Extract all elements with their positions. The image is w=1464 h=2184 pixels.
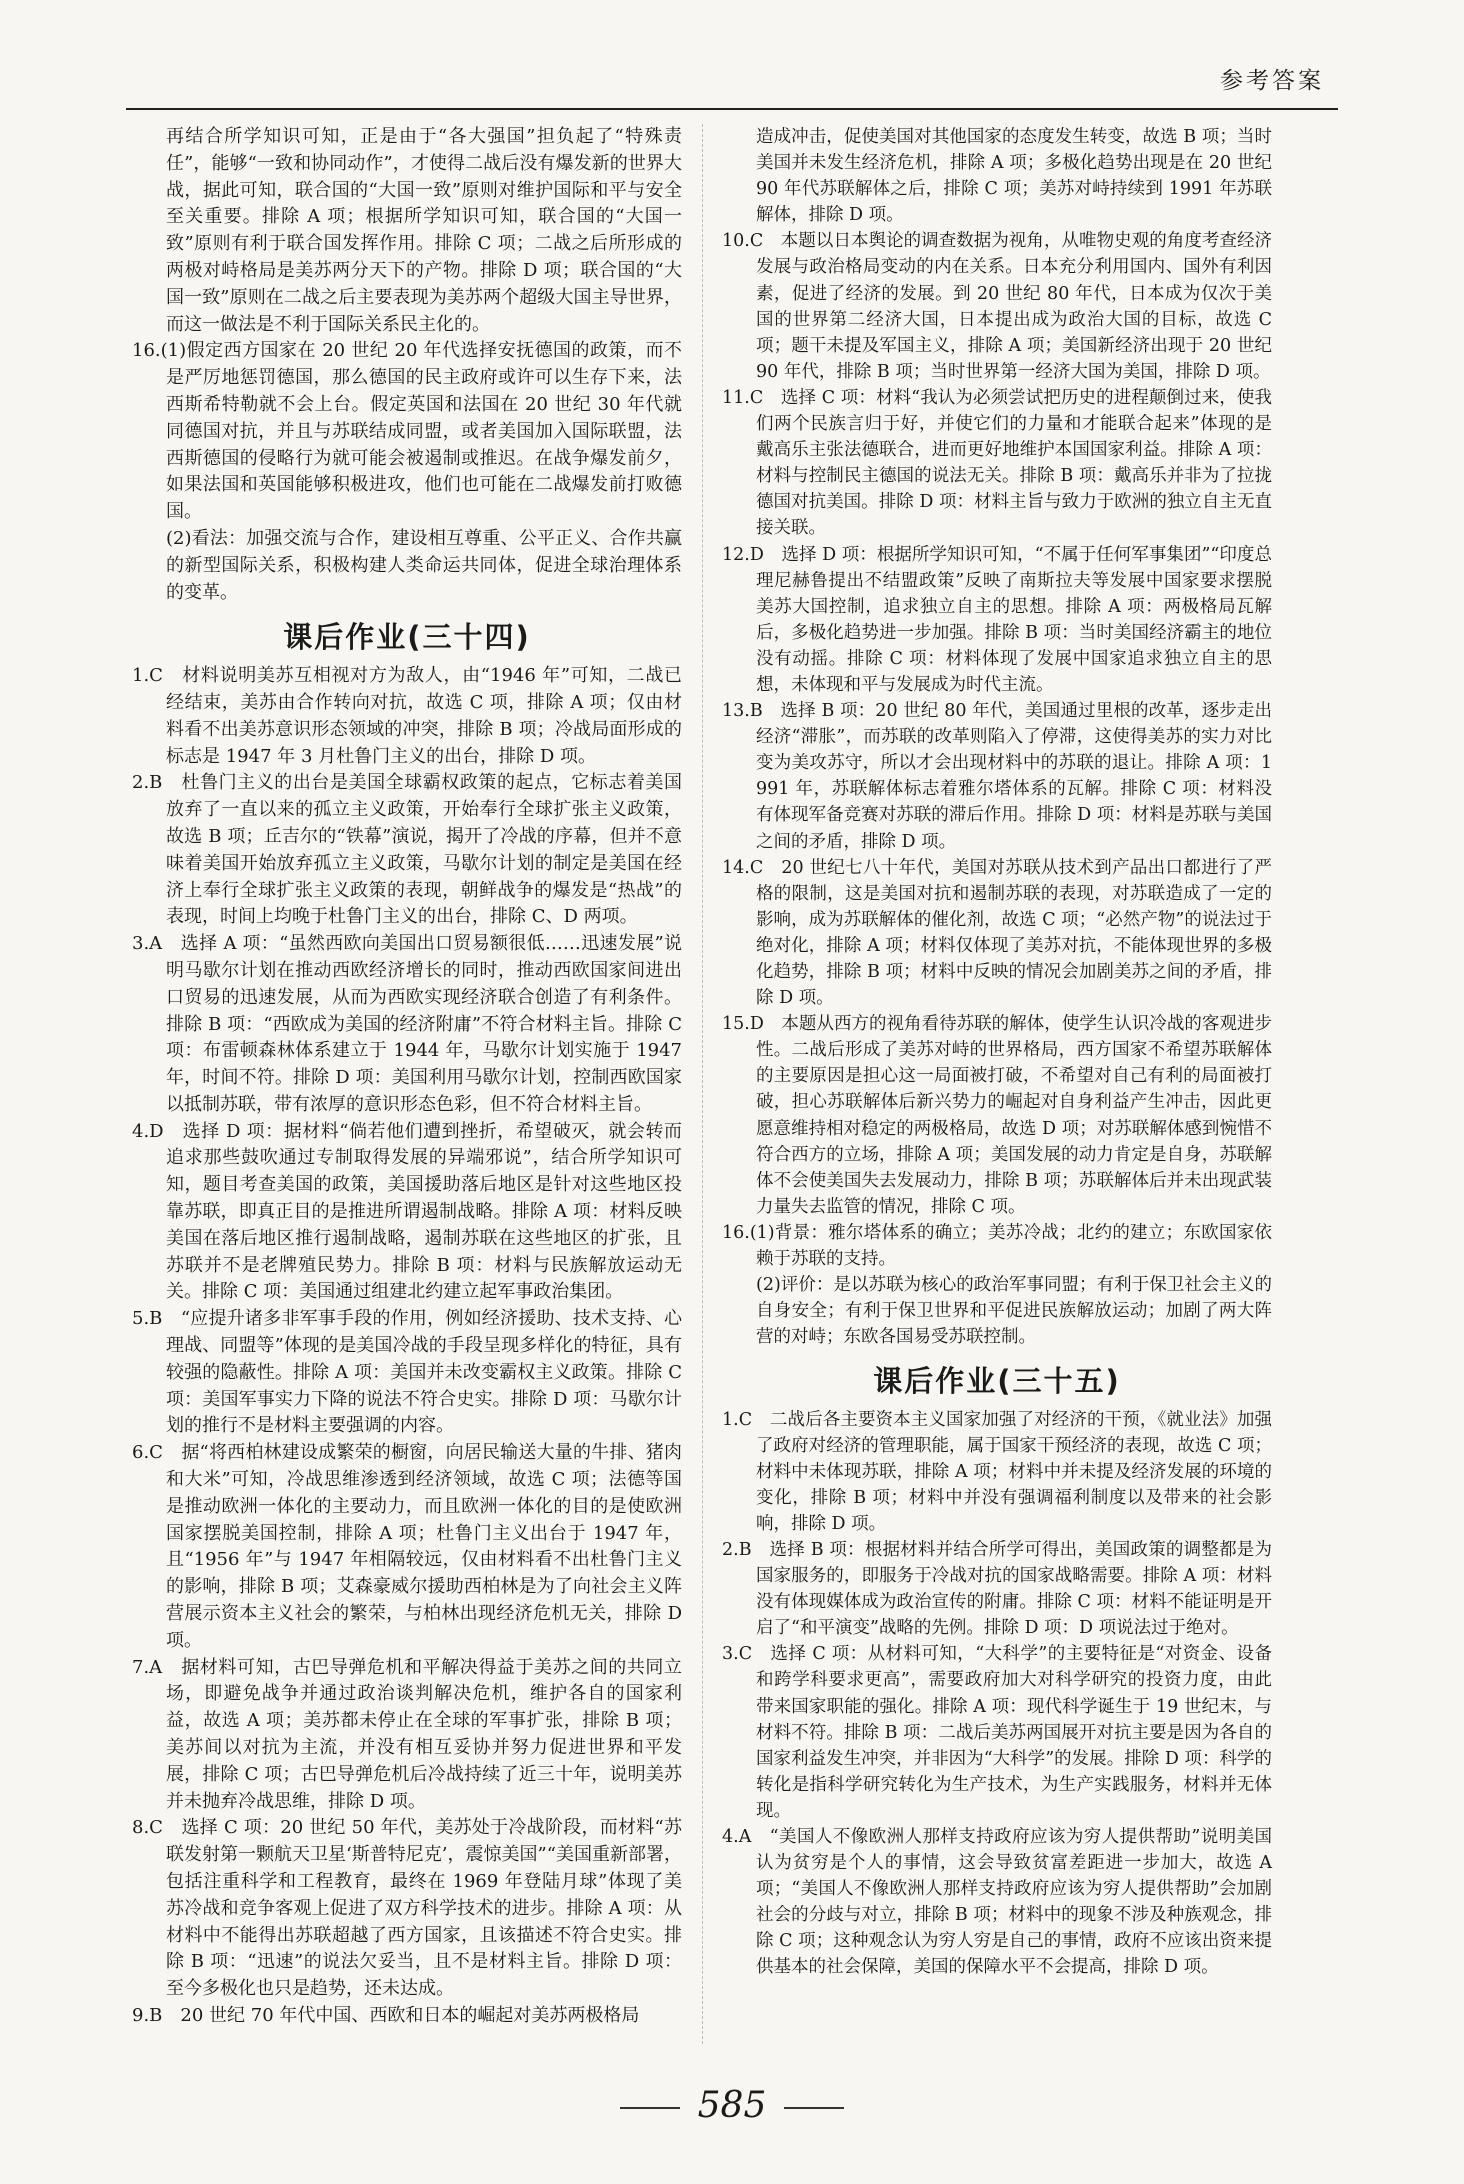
q16-part1: 16.(1)假定西方国家在 20 世纪 20 年代选择安抚德国的政策，而不是严厉地惩罚德国，那么德国的民主政府或许可以生存下来，法西斯希特勒就不会上台。假定英国和法国在 20 世纪 30 年代就同德国对抗，并且与苏联结成同盟，或者美国加入国际联盟，法西斯德国的侵略行为就可能会被遏制或推迟。在战争爆发前夕，如果法国和英国能够积极进攻，他们也可能在二战爆发前打败德国。 — [132, 340, 682, 523]
left-column — [132, 124, 682, 2030]
answer-item: 6.C 据“将西柏林建设成繁荣的橱窗，向居民输送大量的牛排、猪肉和大米”可知，冷战思维渗透到经济领域，故选 C 项；法德等国是推动欧洲一体化的主要动力，而且欧洲一体化的目的是使欧洲国家摆脱美国控制，排除 A 项；杜鲁门主义出台于 1947 年，且“1956 年”与 1947 年相隔较远，仅由材料看不出杜鲁门主义的影响，排除 B 项；艾森豪威尔援助西柏林是为了向社会主义阵营展示资本主义社会的繁荣，与柏林出现经济危机无关，排除 D 项。 — [132, 1442, 682, 1651]
answer-item: 1.C 材料说明美苏互相视对方为敌人，由“1946 年”可知，二战已经结束，美苏由合作转向对抗，故选 C 项，排除 A 项；仅由材料看不出美苏意识形态领域的冲突，排除 B 项；冷战局面形成的标志是 1947 年 3 月杜鲁门主义的出台，排除 D 项。 — [132, 665, 682, 767]
answer-item: 2.B 选择 B 项：根据材料并结合所学可得出，美国政策的调整都是为国家服务的，即服务于冷战对抗的国家战略需要。排除 A 项：材料没有体现媒体成为政治宣传的附庸。排除 C 项：材料不能证明是开启了“和平演变”战略的先例。排除 D 项：D 项说法过于绝对。 — [722, 1539, 1272, 1639]
answer-item: 16.(1)背景：雅尔塔体系的确立；美苏冷战；北约的建立；东欧国家依赖于苏联的支持。 — [722, 1222, 1272, 1270]
answer-item-continued: 造成冲击，促使美国对其他国家的态度发生转变，故选 B 项；当时美国并未发生经济危机，排除 A 项；多极化趋势出现是在 20 世纪 90 年代苏联解体之后，排除 C 项；美苏对峙持续到 1991 年苏联解体，排除 D 项。 — [756, 127, 1272, 226]
section-title-34: 课后作业(三十四) — [283, 620, 531, 655]
answer-item: 4.D 选择 D 项：据材料“倘若他们遭到挫折，希望破灭，就会转而追求那些鼓吹通过专制取得发展的异端邪说”，结合所学知识可知，题目考查美国的政策，美国援助落后地区是针对这些地区投靠苏联，即真正目的是推进所谓遏制战略。排除 A 项：材料反映美国在落后地区推行遏制战略，遏制苏联在这些地区的扩张，且苏联并不是老牌殖民势力。排除 B 项：材料与民族解放运动无关。排除 C 项：美国通过组建北约建立起军事政治集团。 — [132, 1120, 682, 1303]
answer-item: 1.C 二战后各主要资本主义国家加强了对经济的干预，《就业法》加强了政府对经济的管理职能，属于国家干预经济的表现，故选 C 项；材料中未体现苏联，排除 A 项；材料中并未提及经济发展的环境的变化，排除 B 项；材料中并没有强调福利制度以及带来的社会影响，排除 D 项。 — [722, 1409, 1272, 1534]
q16-part2-right: (2)评价：是以苏联为核心的政治军事同盟；有利于保卫社会主义的自身安全；有利于保卫世界和平促进民族解放运动；加剧了两大阵营的对峙；东欧各国易受苏联控制。 — [756, 1275, 1272, 1348]
answer-item: 15.D 本题从西方的视角看待苏联的解体，使学生认识冷战的客观进步性。二战后形成了美苏对峙的世界格局，西方国家不希望苏联解体的主要原因是担心这一局面被打破，不希望对自己有利的局面被打破，担心苏联解体后新兴势力的崛起对自身利益产生冲击，因此更愿意维持相对稳定的两极格局，故选 D 项；对苏联解体感到惋惜不符合西方的立场，排除 A 项；美国发展的动力肯定是自身，苏联解体不会使美国失去发展动力，排除 B 项；苏联解体后并未出现武装力量失去监管的情况，排除 C 项。 — [722, 1014, 1272, 1217]
answer-item: 9.B 20 世纪 70 年代中国、西欧和日本的崛起对美苏两极格局 — [132, 2004, 640, 2026]
column-divider — [702, 124, 703, 2044]
answer-item: 12.D 选择 D 项：根据所学知识可知，“不属于任何军事集团”“印度总理尼赫鲁提出不结盟政策”反映了南斯拉夫等发展中国家要求摆脱美苏大国控制，追求独立自主的思想。排除 A 项：两极格局瓦解后，多极化趋势进一步加强。排除 B 项：当时美国经济霸主的地位没有动摇。排除 C 项：材料体现了发展中国家追求独立自主的思想，未体现和平与发展成为时代主流。 — [722, 544, 1272, 695]
intro-paragraph: 再结合所学知识可知，正是由于“各大强国”担负起了“特殊责任”，能够“一致和协同动作”，才使得二战后没有爆发新的世界大战，据此可知，联合国的“大国一致”原则对维护国际和平与安全至关重要。排除 A 项；根据所学知识可知，联合国的“大国一致”原则有利于联合国发挥作用。排除 C 项；二战之后所形成的两极对峙格局是美苏两分天下的产物。排除 D 项；联合国的“大国一致”原则在二战之后主要表现为美苏两个超级大国主导世界，而这一做法是不利于国际关系民主化的。 — [166, 126, 682, 335]
answer-item: 13.B 选择 B 项：20 世纪 80 年代，美国通过里根的改革，逐步走出经济“滞胀”，而苏联的改革则陷入了停滞，这使得美苏的实力对比变为美攻苏守，所以才会出现材料中的苏联的退让。排除 A 项：1991 年，苏联解体标志着雅尔塔体系的瓦解。排除 C 项：材料没有体现军备竞赛对苏联的滞后作用。排除 D 项：材料是苏联与美国之间的矛盾，排除 D 项。 — [722, 701, 1272, 852]
answer-item: 5.B “应提升诸多非军事手段的作用，例如经济援助、技术支持、心理战、同盟等”体现的是美国冷战的手段呈现多样化的特征，具有较强的隐蔽性。排除 A 项：美国并未改变霸权主义政策。排除 C 项：美国军事实力下降的说法不符合史实。排除 D 项：马歇尔计划的推行不是材料主要强调的内容。 — [132, 1308, 682, 1437]
answer-item: 7.A 据材料可知，古巴导弹危机和平解决得益于美苏之间的共同立场，即避免战争并通过政治谈判解决危机，维护各自的国家利益，故选 A 项；美苏都未停止在全球的军事扩张，排除 B 项；美苏间以对抗为主流，并没有相互妥协并努力促进世界和平发展，排除 C 项；古巴导弹危机后冷战持续了近三十年，说明美苏并未抛弃冷战思维，排除 D 项。 — [132, 1656, 682, 1812]
header-rule — [126, 108, 1338, 110]
answer-item: 2.B 杜鲁门主义的出台是美国全球霸权政策的起点，它标志着美国放弃了一直以来的孤立主义政策，开始奉行全球扩张主义政策，故选 B 项；丘吉尔的“铁幕”演说，揭开了冷战的序幕，但并不意味着美国开始放弃孤立主义政策，马歇尔计划的制定是美国在经济上奉行全球扩张主义政策的表现，朝鲜战争的爆发是“热战”的表现，时间上均晚于杜鲁门主义的出台，排除 C、D 两项。 — [132, 772, 682, 928]
answer-item: 11.C 选择 C 项：材料“我认为必须尝试把历史的进程颠倒过来，使我们两个民族言归于好，并使它们的力量和才能联合起来”体现的是戴高乐主张法德联合，进而更好地维护本国国家利益。排除 A 项：材料与控制民主德国的说法无关。排除 B 项：戴高乐并非为了拉拢德国对抗美国。排除 D 项：材料主旨与致力于欧洲的独立自主无直接关联。 — [722, 387, 1272, 539]
answer-item: 10.C 本题以日本舆论的调查数据为视角，从唯物史观的角度考查经济发展与政治格局变动的内在关系。日本充分利用国内、国外有利因素，促进了经济的发展。到 20 世纪 80 年代，日本成为仅次于美国的世界第二经济大国，日本提出成为政治大国的目标，故选 C 项；题干未提及军国主义，排除 A 项；美国新经济出现于 20 世纪 90 年代，排除 B 项；当时世界第一经济大国为美国，排除 D 项。 — [722, 231, 1272, 382]
section-title-35: 课后作业(三十五) — [873, 1364, 1121, 1399]
page-number-text: 585 — [697, 2085, 767, 2126]
page-number-dash-right — [784, 2107, 844, 2109]
answer-item: 3.A 选择 A 项：“虽然西欧向美国出口贸易额很低……迅速发展”说明马歇尔计划在推动西欧经济增长的同时，推动西欧国家间进出口贸易的迅速发展，从而为西欧实现经济联合创造了有利条件。排除 B 项：“西欧成为美国的经济附庸”不符合材料主旨。排除 C 项：布雷顿森林体系建立于 1944 年，马歇尔计划实施于 1947 年，时间不符。排除 D 项：美国利用马歇尔计划，控制西欧国家以抵制苏联，带有浓厚的意识形态色彩，但不符合材料主旨。 — [132, 933, 682, 1115]
answer-item: 8.C 选择 C 项：20 世纪 50 年代，美苏处于冷战阶段，而材料“苏联发射第一颗航天卫星‘斯普特尼克’，震惊美国”“美国重新部署，包括注重科学和工程教育，最终在 1969 年登陆月球”体现了美苏冷战和竞争客观上促进了双方科学技术的进步。排除 A 项：从材料中不能得出苏联超越了西方国家，且该描述不符合史实。排除 B 项：“迅速”的说法欠妥当，且不是材料主旨。排除 D 项：至今多极化也只是趋势，还未达成。 — [132, 1817, 682, 2000]
page-number-dash-left — [620, 2107, 680, 2109]
answer-item: 4.A “美国人不像欧洲人那样支持政府应该为穷人提供帮助”说明美国认为贫穷是个人的事情，这会导致贫富差距进一步加大，故选 A 项；“美国人不像欧洲人那样支持政府应该为穷人提供帮助”会加剧社会的分歧与对立，排除 B 项；材料中的现象不涉及种族观念，排除 C 项；这种观念认为穷人穷是自己的事情，政府不应该出资来提供基本的社会保障，美国的保障水平不会提高，排除 D 项。 — [722, 1827, 1272, 1978]
page-number — [0, 2085, 1464, 2126]
running-header: 参考答案 — [1220, 68, 1324, 94]
answer-item: 3.C 选择 C 项：从材料可知，“大科学”的主要特征是“对资金、设备和跨学科要求更高”，需要政府加大对科学研究的投资力度，由此带来国家职能的强化。排除 A 项：现代科学诞生于 19 世纪末，与材料不符。排除 B 项：二战后美苏两国展开对抗主要是因为各自的国家利益发生冲突，并非因为“大科学”的发展。排除 D 项：科学的转化是指科学研究转化为生产技术，为生产实践服务，材料并无体现。 — [722, 1644, 1272, 1821]
q16-part2: (2)看法：加强交流与合作，建设相互尊重、公平正义、合作共赢的新型国际关系，积极构建人类命运共同体，促进全球治理体系的变革。 — [166, 527, 682, 603]
answer-item: 14.C 20 世纪七八十年代，美国对苏联从技术到产品出口都进行了严格的限制，这是美国对抗和遏制苏联的表现，对苏联造成了一定的影响，成为苏联解体的催化剂，故选 C 项；“必然产物”的说法过于绝对化，排除 A 项；材料仅体现了美苏对抗，不能体现世界的多极化趋势，排除 B 项；材料中反映的情况会加剧美苏之间的矛盾，排除 D 项。 — [722, 857, 1272, 1009]
right-column — [722, 124, 1272, 1981]
